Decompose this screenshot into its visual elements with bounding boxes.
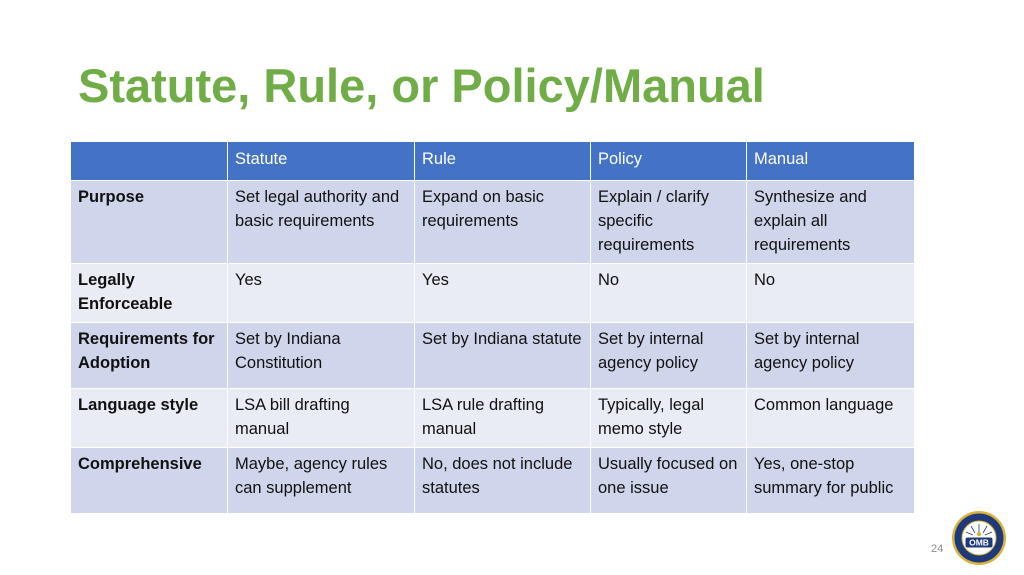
table-cell: Typically, legal memo style: [591, 389, 747, 448]
table-row-requirements-for-adoption: [71, 323, 915, 389]
table-cell: Usually focused on one issue: [591, 448, 747, 514]
table-cell: LSA bill drafting manual: [228, 389, 415, 448]
slide-title: Statute, Rule, or Policy/Manual: [78, 59, 765, 112]
seal-logo-text: OMB: [969, 537, 989, 548]
table-cell: LSA rule drafting manual: [415, 389, 591, 448]
table-cell: No: [591, 264, 747, 323]
header-cell-rule: Rule: [415, 142, 591, 181]
table-row-purpose: [71, 181, 915, 264]
table-row-language-style: [71, 389, 915, 448]
row-label: Language style: [71, 389, 228, 448]
table-cell: No, does not include statutes: [415, 448, 591, 514]
row-label: Requirements for Adoption: [71, 323, 228, 389]
table-cell: Maybe, agency rules can supplement: [228, 448, 415, 514]
table-cell: Yes: [228, 264, 415, 323]
table-cell: Yes: [415, 264, 591, 323]
header-cell-empty: [71, 142, 228, 181]
table-row-legally-enforceable: [71, 264, 915, 323]
table-header-row: [71, 142, 915, 181]
table-row-comprehensive: [71, 448, 915, 514]
table-cell: Explain / clarify specific requirements: [591, 181, 747, 264]
table-cell: Yes, one-stop summary for public: [747, 448, 915, 514]
header-cell-statute: Statute: [228, 142, 415, 181]
table-cell: Set by Indiana Constitution: [228, 323, 415, 389]
table-cell: Synthesize and explain all requirements: [747, 181, 915, 264]
comparison-table: [70, 141, 915, 514]
row-label: Purpose: [71, 181, 228, 264]
table-cell: Expand on basic requirements: [415, 181, 591, 264]
table-cell: Set by internal agency policy: [747, 323, 915, 389]
seal-star: [977, 532, 981, 536]
table-cell: No: [747, 264, 915, 323]
table-cell: Set legal authority and basic requirements: [228, 181, 415, 264]
table-cell: Set by internal agency policy: [591, 323, 747, 389]
row-label: Legally Enforceable: [71, 264, 228, 323]
header-cell-manual: Manual: [747, 142, 915, 181]
row-label: Comprehensive: [71, 448, 228, 514]
table-cell: Set by Indiana statute: [415, 323, 591, 389]
header-cell-policy: Policy: [591, 142, 747, 181]
page-number: 24: [931, 543, 944, 555]
table-cell: Common language: [747, 389, 915, 448]
omb-seal-logo: [951, 510, 1007, 566]
